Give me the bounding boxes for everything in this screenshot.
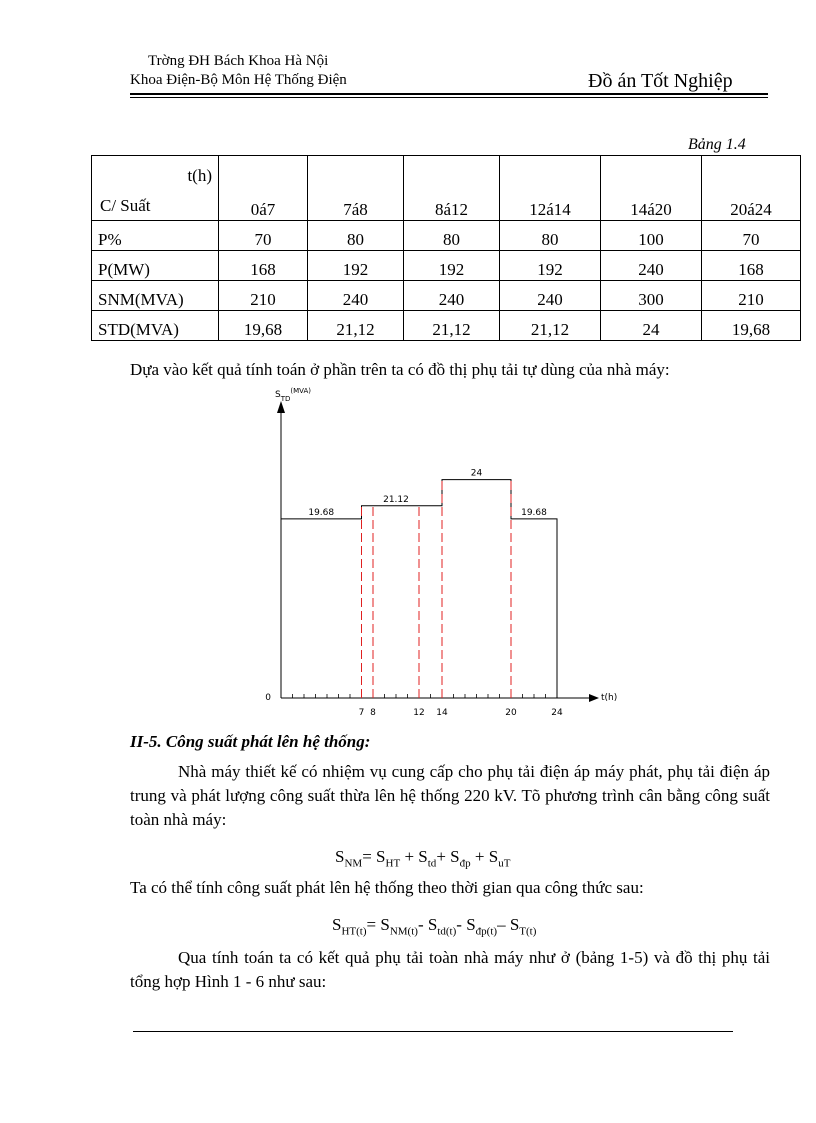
table-cell: 70	[702, 221, 801, 251]
table-cell: 21,12	[500, 311, 601, 341]
x-tick-label: 12	[413, 708, 425, 718]
table-cell: 240	[500, 281, 601, 311]
paragraph-results-intro: Qua tính toán ta có kết quả phụ tải toàn nhà máy như ở (bảng 1-5) và đồ thị phụ tải tổng hợp Hình 1 - 6 như sau:	[130, 948, 770, 991]
origin-label: 0	[265, 693, 271, 703]
load-table	[91, 155, 801, 341]
table-cell: 21,12	[308, 311, 404, 341]
segment-value-label: 21.12	[383, 494, 409, 505]
table-cell: 70	[219, 221, 308, 251]
y-axis-label: $S_{TD}^{(MVA)}$	[275, 387, 312, 403]
paragraph-plant-duty: Nhà máy thiết kế có nhiệm vụ cung cấp cho phụ tải điện áp máy phát, phụ tải điện áp trung và phát lượng công suất thừa lên hệ thống 220 kV. Tõ phương trình cân bằng công suất toàn nhà máy:	[130, 762, 770, 829]
table-row	[92, 281, 801, 311]
row-label: P%	[92, 221, 219, 251]
table-row	[92, 221, 801, 251]
x-axis-label: t(h)	[601, 693, 618, 703]
row-label: P(MW)	[92, 251, 219, 281]
table-cell: 21,12	[404, 311, 500, 341]
header-university: Trờng ĐH Bách Khoa Hà Nội	[148, 53, 329, 69]
paragraph-formula-intro: Ta có thể tính công suất phát lên hệ thống theo thời gian qua công thức sau:	[130, 878, 644, 897]
chart-intro-text: Dựa vào kết quả tính toán ở phần trên ta có đồ thị phụ tải tự dùng của nhà máy:	[130, 360, 670, 379]
table-row	[92, 311, 801, 341]
table-cell: 100	[601, 221, 702, 251]
table-cell: 19,68	[702, 311, 801, 341]
table-row	[92, 251, 801, 281]
header-rule-thick	[130, 93, 768, 95]
x-tick-label: 20	[505, 708, 517, 718]
x-tick-label: 8	[370, 708, 376, 718]
table-cell: 80	[308, 221, 404, 251]
page-header-left	[130, 52, 347, 90]
table-cell: 80	[500, 221, 601, 251]
table-cell: 240	[601, 251, 702, 281]
table-cell: 192	[308, 251, 404, 281]
table-caption: Bảng 1.4	[688, 136, 746, 153]
power-balance-equation: $S_{NM}= S_{HT} + S_{td}+ S_{đp} + S_{uT}$	[335, 847, 511, 870]
table-cell: 19,68	[219, 311, 308, 341]
segment-value-label: 19.68	[308, 507, 335, 518]
x-tick-label: 24	[551, 708, 563, 718]
header-department: Khoa Điện-Bộ Môn Hệ Thống Điện	[130, 72, 347, 88]
table-cell: 210	[219, 281, 308, 311]
table-cell: 168	[219, 251, 308, 281]
self-consumption-load-chart	[255, 385, 635, 725]
segment-value-label: 24	[470, 468, 483, 479]
column-header: 8á12	[404, 156, 500, 221]
header-title: Đồ án Tốt Nghiệp	[588, 70, 733, 92]
table-cell: 240	[308, 281, 404, 311]
column-header: 7á8	[308, 156, 404, 221]
table-cell: 210	[702, 281, 801, 311]
table-cell: 300	[601, 281, 702, 311]
corner-time-label: t(h)	[187, 166, 212, 185]
table-cell: 240	[404, 281, 500, 311]
system-power-equation: $S_{HT(t)}= S_{NM(t)}-$ $S_{td(t)}-$ $S_{đp(t)}-$ $S_{T(t)}$	[332, 915, 537, 938]
column-header: 20á24	[702, 156, 801, 221]
x-axis-arrow	[589, 694, 599, 702]
table-cell: 24	[601, 311, 702, 341]
corner-power-label: C/ Suất	[100, 196, 151, 215]
row-label: SNM(MVA)	[92, 281, 219, 311]
row-label: STD(MVA)	[92, 311, 219, 341]
x-tick-label: 14	[436, 708, 448, 718]
column-header: 0á7	[219, 156, 308, 221]
table-header-row	[92, 156, 801, 221]
table-corner-cell	[92, 156, 219, 221]
footer-rule	[133, 1031, 733, 1032]
column-header: 14á20	[601, 156, 702, 221]
table-cell: 168	[702, 251, 801, 281]
table-cell: 80	[404, 221, 500, 251]
header-rule-thin	[130, 97, 768, 98]
x-tick-label: 7	[358, 708, 365, 718]
column-header: 12á14	[500, 156, 601, 221]
segment-value-label: 19.68	[521, 507, 547, 518]
table-cell: 192	[404, 251, 500, 281]
section-title: II-5. Công suất phát lên hệ thống:	[130, 732, 371, 751]
table-cell: 192	[500, 251, 601, 281]
